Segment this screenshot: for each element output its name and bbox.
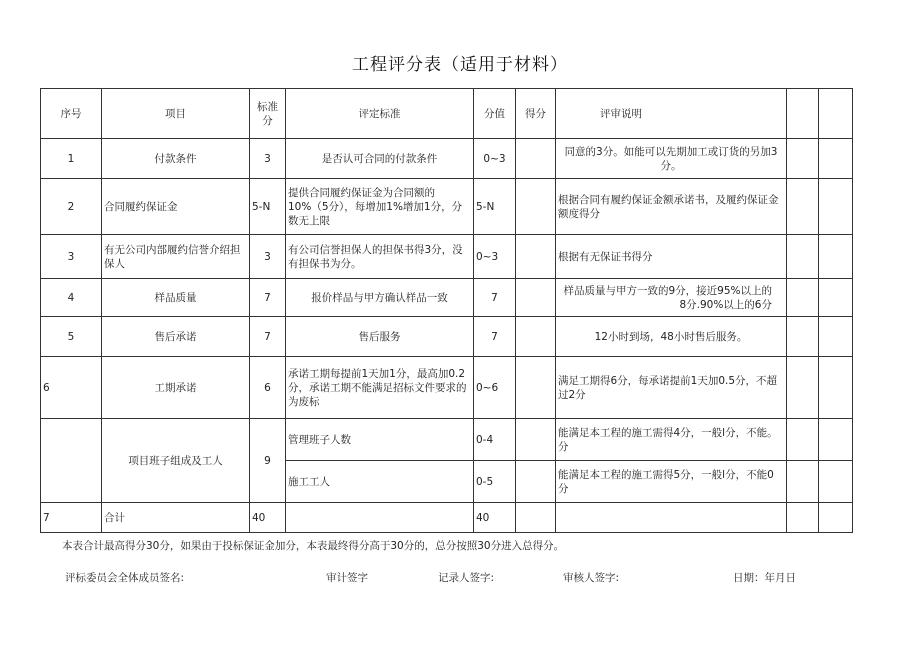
- total-std: 40: [250, 503, 286, 533]
- row-value: 0~3: [474, 139, 516, 179]
- row-extra-2: [819, 139, 853, 179]
- header-row: [41, 89, 853, 139]
- row-score: [516, 419, 556, 461]
- footnote: 本表合计最高得分30分，如果由于投标保证金加分，本表最终得分高于30分的，总分按照30分进入总得分。: [62, 540, 565, 552]
- row-score: [516, 139, 556, 179]
- row-criteria: 施工工人: [286, 461, 474, 503]
- total-extra-1: [787, 503, 819, 533]
- row-item: 付款条件: [102, 139, 250, 179]
- row-score: [516, 461, 556, 503]
- header-extra-2: [819, 89, 853, 139]
- total-extra-2: [819, 503, 853, 533]
- row-seq: 6: [41, 357, 102, 419]
- table-row: [41, 279, 853, 317]
- row-score: [516, 179, 556, 235]
- total-seq: 7: [41, 503, 102, 533]
- row-std: 6: [250, 357, 286, 419]
- row-std: 3: [250, 139, 286, 179]
- page-title: 工程评分表（适用于材料）: [352, 55, 568, 75]
- date-label: 日期：年月日: [733, 572, 796, 584]
- table-row: [41, 235, 853, 279]
- table-row: [41, 179, 853, 235]
- audit-signature-label: 审计签字: [326, 572, 368, 584]
- total-score: [516, 503, 556, 533]
- row-item: 售后承诺: [102, 317, 250, 357]
- row-extra-2: [819, 235, 853, 279]
- row-seq: 5: [41, 317, 102, 357]
- row-extra-2: [819, 419, 853, 461]
- row-value: 0~6: [474, 357, 516, 419]
- header-criteria: 评定标准: [286, 89, 474, 139]
- header-item: 项目: [102, 89, 250, 139]
- row-extra-1: [787, 235, 819, 279]
- total-remark: [556, 503, 787, 533]
- row-remark: 能满足本工程的施工需得4分，一般l分，不能。分: [556, 419, 787, 461]
- row-value: 0-4: [474, 419, 516, 461]
- row-extra-1: [787, 279, 819, 317]
- row-value: 7: [474, 317, 516, 357]
- committee-signature-label: 评标委员会全体成员签名:: [65, 572, 185, 584]
- row-criteria: 售后服务: [286, 317, 474, 357]
- row-seq: 4: [41, 279, 102, 317]
- row-item: 有无公司内部履约信誉介绍担保人: [102, 235, 250, 279]
- row-extra-2: [819, 461, 853, 503]
- row-extra-1: [787, 139, 819, 179]
- header-extra-1: [787, 89, 819, 139]
- row-extra-1: [787, 419, 819, 461]
- row-item: 项目班子组成及工人: [102, 419, 250, 503]
- row-remark: 同意的3分。如能可以先期加工或订货的另加3分。: [556, 139, 787, 179]
- row-remark: 样品质量与甲方一致的9分，接近95%以上的8分.90%以上的6分: [556, 279, 787, 317]
- row-extra-1: [787, 179, 819, 235]
- row-std: 7: [250, 279, 286, 317]
- row-remark: 12小时到场，48小时售后服务。: [556, 317, 787, 357]
- header-remark-label: 评审说明: [600, 107, 642, 120]
- row-criteria: 承诺工期每提前1天加1分，最高加0.2分，承诺工期不能满足招标文件要求的为废标: [286, 357, 474, 419]
- row-remark: 根据有无保证书得分: [556, 235, 787, 279]
- row-std: 3: [250, 235, 286, 279]
- row-value: 5-N: [474, 179, 516, 235]
- reviewer-signature-label: 审核人签字:: [563, 572, 620, 584]
- row-remark: 能满足本工程的施工需得5分，一般l分，不能0分: [556, 461, 787, 503]
- header-score: 得分: [516, 89, 556, 139]
- row-value: 7: [474, 279, 516, 317]
- row-std: 5-N: [250, 179, 286, 235]
- header-score-value: 分值: [474, 89, 516, 139]
- row-extra-1: [787, 357, 819, 419]
- row-item: 合同履约保证金: [102, 179, 250, 235]
- header-seq: 序号: [41, 89, 102, 139]
- row-item: 工期承诺: [102, 357, 250, 419]
- row-extra-1: [787, 461, 819, 503]
- row-criteria: 是否认可合同的付款条件: [286, 139, 474, 179]
- row-item: 样品质量: [102, 279, 250, 317]
- total-value: 40: [474, 503, 516, 533]
- row-score: [516, 235, 556, 279]
- row-remark: 满足工期得6分，每承诺提前1天加0.5分，不超过2分: [556, 357, 787, 419]
- table-row: [41, 357, 853, 419]
- row-extra-2: [819, 179, 853, 235]
- table-row: [41, 139, 853, 179]
- row-criteria: 提供合同履约保证金为合同额的10%（5分），每增加1%增加1分，分数无上限: [286, 179, 474, 235]
- row-criteria: 报价样品与甲方确认样品一致: [286, 279, 474, 317]
- header-remark: [556, 89, 787, 139]
- row-seq: 2: [41, 179, 102, 235]
- row-seq: 1: [41, 139, 102, 179]
- row-extra-1: [787, 317, 819, 357]
- table-row: [41, 317, 853, 357]
- total-label: 合计: [102, 503, 250, 533]
- row-value: 0~3: [474, 235, 516, 279]
- row-std: 7: [250, 317, 286, 357]
- row-criteria: 有公司信誉担保人的担保书得3分，没有担保书为分。: [286, 235, 474, 279]
- total-criteria: [286, 503, 474, 533]
- table-row: [41, 419, 853, 461]
- recorder-signature-label: 记录人签字:: [438, 572, 495, 584]
- row-score: [516, 357, 556, 419]
- row-seq: 3: [41, 235, 102, 279]
- header-std-score: 标准分: [250, 89, 286, 139]
- row-remark: 根据合同有履约保证金额承诺书，及履约保证金额度得分: [556, 179, 787, 235]
- row-score: [516, 317, 556, 357]
- score-table: [40, 88, 853, 533]
- row-std: 9: [250, 419, 286, 503]
- row-value: 0-5: [474, 461, 516, 503]
- row-score: [516, 279, 556, 317]
- row-seq: [41, 419, 102, 503]
- row-extra-2: [819, 317, 853, 357]
- row-extra-2: [819, 279, 853, 317]
- total-row: [41, 503, 853, 533]
- row-extra-2: [819, 357, 853, 419]
- row-criteria: 管理班子人数: [286, 419, 474, 461]
